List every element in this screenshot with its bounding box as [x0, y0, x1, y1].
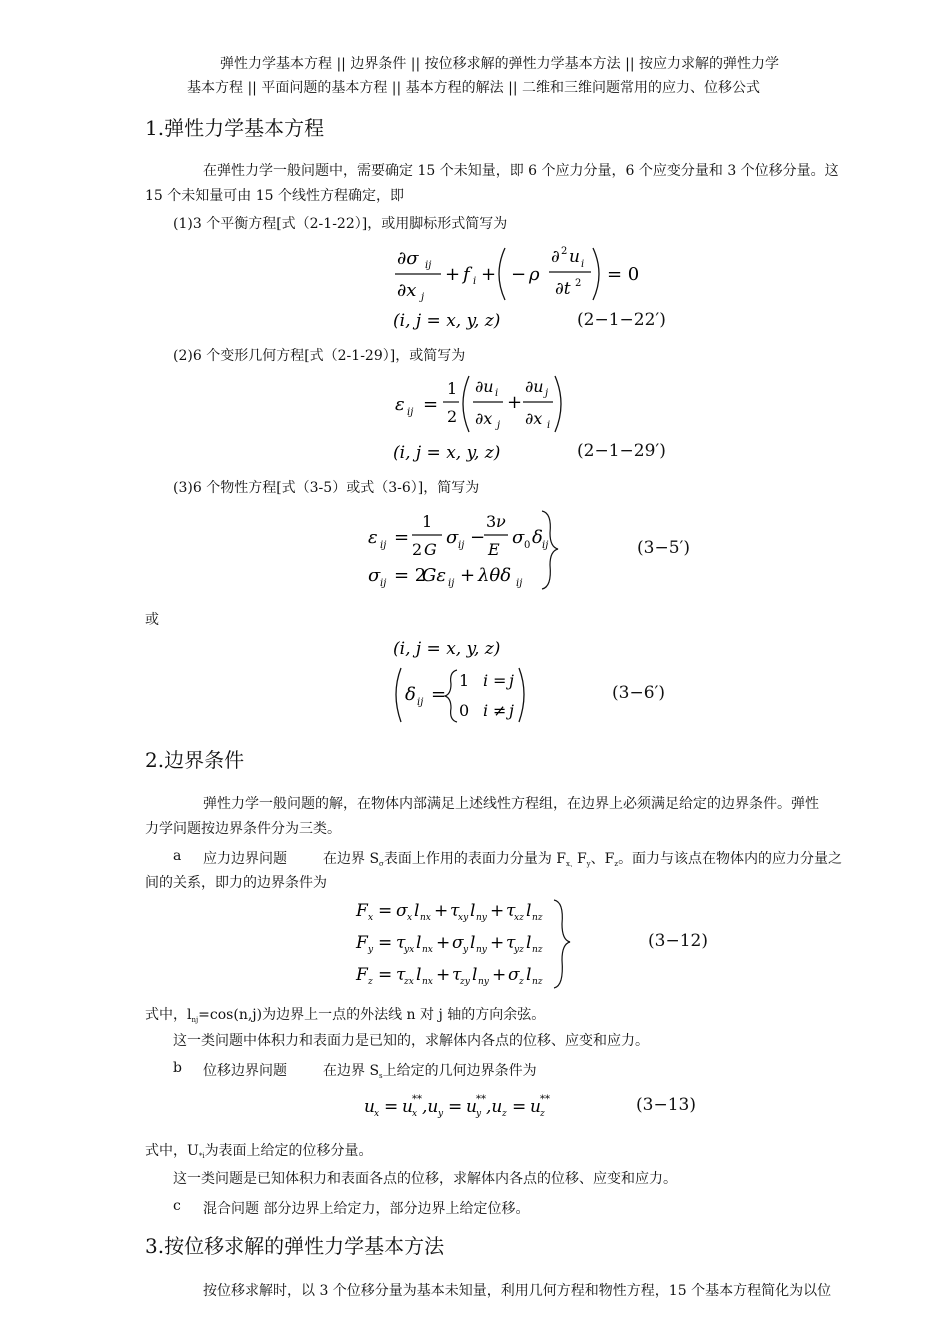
svg-text:= 2: = 2	[394, 565, 427, 586]
svg-text:l: l	[472, 965, 478, 985]
svg-text:i: i	[483, 671, 489, 690]
svg-text:τ: τ	[506, 901, 516, 921]
svg-text:ij: ij	[380, 540, 387, 551]
s1-paragraph-line-1: 在弹性力学一般问题中，需要确定 15 个未知量，即 6 个应力分量，6 个应变分量和 3 个位移分量。这	[203, 163, 839, 179]
svg-text:**: **	[540, 1094, 550, 1105]
svg-text:zy: zy	[460, 977, 470, 987]
svg-text:λθδ: λθδ	[478, 565, 512, 586]
svg-text:i: i	[547, 420, 551, 431]
svg-text:ij: ij	[458, 540, 465, 551]
note-displacement-problem: 这一类问题是已知体积力和表面各点的位移，求解体内各点的位移、应变和应力。	[173, 1171, 677, 1187]
svg-text:z: z	[368, 977, 373, 987]
svg-text:ij: ij	[516, 578, 523, 589]
svg-text:i: i	[495, 388, 499, 399]
svg-text:l: l	[470, 901, 476, 921]
svg-text:+: +	[436, 965, 451, 985]
svg-text:+: +	[460, 565, 476, 586]
svg-text:x: x	[412, 1109, 418, 1119]
svg-text:∂x: ∂x	[475, 409, 493, 428]
svg-text:ny: ny	[476, 945, 487, 955]
displacement-boundary-equation	[358, 1088, 568, 1122]
svg-text:=: =	[512, 1097, 527, 1117]
a-continuation: 间的关系，即力的边界条件为	[145, 875, 327, 891]
svg-text:j: j	[421, 292, 425, 303]
svg-text:z: z	[519, 977, 524, 987]
svg-text:2: 2	[575, 278, 582, 289]
svg-text:l: l	[526, 933, 532, 953]
svg-text:=: =	[394, 527, 410, 548]
equation-number-3-5: (3−5′)	[637, 538, 691, 558]
svg-text:∂: ∂	[551, 247, 560, 267]
svg-text:f: f	[463, 264, 470, 285]
svg-text:=: =	[384, 1097, 399, 1117]
note-displacement-components: 式中，$U_{*i}$为表面上给定的位移分量。	[145, 1143, 373, 1160]
svg-text:σ: σ	[452, 933, 464, 953]
s1-item-2: (2)6 个变形几何方程[式（2-1-29）]，或简写为	[173, 348, 466, 364]
svg-text:= 0: = 0	[607, 264, 640, 285]
svg-text:j: j	[497, 420, 501, 431]
svg-text:(i, j = x, y, z): (i, j = x, y, z)	[393, 311, 501, 331]
svg-text:u: u	[530, 1097, 541, 1117]
svg-text:2: 2	[561, 246, 568, 257]
b-text: 在边界 $S_s$上给定的几何边界条件为	[323, 1063, 537, 1080]
equation-number-2-1-22: (2−1−22′)	[577, 310, 666, 330]
svg-text:Gε: Gε	[422, 565, 447, 586]
svg-text:l: l	[526, 901, 532, 921]
svg-text:l: l	[526, 965, 532, 985]
svg-text:x: x	[407, 913, 413, 923]
svg-text:1: 1	[447, 379, 458, 398]
svg-text:0: 0	[524, 540, 531, 551]
svg-text:l: l	[470, 933, 476, 953]
section-title-1: 1.弹性力学基本方程	[145, 116, 325, 140]
svg-text:ij: ij	[448, 578, 455, 589]
s3-paragraph-line-1: 按位移求解时，以 3 个位移分量为基本未知量，利用几何方程和物性方程，15 个基本方程简化为以位	[203, 1283, 832, 1299]
section-title-3: 3.按位移求解的弹性力学基本方法	[145, 1234, 445, 1258]
svg-text:σ: σ	[446, 527, 459, 548]
svg-text:i: i	[473, 276, 477, 287]
svg-text:∂x: ∂x	[397, 280, 417, 301]
svg-text:x: x	[374, 1109, 380, 1119]
svg-text:**: **	[412, 1094, 422, 1105]
svg-text:ρ: ρ	[529, 264, 540, 285]
svg-text:(i, j = x, y, z): (i, j = x, y, z)	[393, 443, 501, 463]
svg-text:σ: σ	[512, 527, 525, 548]
svg-text:E: E	[488, 540, 500, 559]
svg-text:nz: nz	[532, 977, 543, 987]
s2-paragraph-line-1: 弹性力学一般问题的解，在物体内部满足上述线性方程组，在边界上必须满足给定的边界条件。弹性	[203, 796, 819, 812]
svg-text:ν: ν	[496, 512, 506, 531]
svg-text:ε: ε	[368, 527, 378, 548]
svg-text:i: i	[483, 701, 489, 720]
svg-text:∂u: ∂u	[525, 377, 544, 396]
svg-text:0: 0	[459, 701, 470, 720]
svg-text:+: +	[492, 965, 507, 985]
svg-text:≠: ≠	[493, 701, 507, 720]
svg-text:j: j	[509, 671, 514, 690]
svg-text:nz: nz	[532, 945, 543, 955]
svg-text:,u: ,u	[422, 1097, 439, 1117]
b-label: b	[173, 1060, 182, 1076]
equation-number-3-6: (3−6′)	[612, 683, 666, 703]
equation-number-2-1-29: (2−1−29′)	[577, 441, 666, 461]
svg-text:**: **	[476, 1094, 486, 1105]
svg-text:nx: nx	[420, 913, 431, 923]
nav-line-2[interactable]: 基本方程 || 平面问题的基本方程 || 基本方程的解法 || 二维和三维问题常用的应力、位移公式	[187, 80, 760, 96]
note-stress-problem: 这一类问题中体积力和表面力是已知的，求解体内各点的位移、应变和应力。	[173, 1033, 649, 1049]
svg-text:τ: τ	[396, 965, 406, 985]
or-text: 或	[145, 612, 159, 628]
a-label: a	[173, 848, 182, 864]
svg-text:+: +	[507, 392, 523, 413]
svg-text:+: +	[490, 933, 505, 953]
svg-text:y: y	[368, 945, 374, 955]
svg-text:z: z	[502, 1109, 507, 1119]
svg-text:ij: ij	[542, 540, 549, 551]
c-text: 混合问题 部分边界上给定力，部分边界上给定位移。	[203, 1201, 530, 1217]
svg-text:(i, j = x, y, z): (i, j = x, y, z)	[393, 639, 501, 659]
svg-text:=: =	[448, 1097, 463, 1117]
svg-text:y: y	[463, 945, 469, 955]
svg-text:−: −	[511, 264, 527, 285]
svg-text:=: =	[378, 965, 393, 985]
s2-paragraph-line-2: 力学问题按边界条件分为三类。	[145, 821, 341, 837]
svg-text:u: u	[569, 247, 580, 267]
svg-text:nz: nz	[532, 913, 543, 923]
svg-text:=: =	[423, 394, 439, 415]
geometric-equation	[385, 370, 585, 466]
svg-text:2: 2	[447, 407, 458, 426]
svg-text:τ: τ	[396, 933, 406, 953]
a-text: 在边界 $S_\sigma$表面上作用的表面力分量为 $F_{x、}F_y$、$F_z$。面力与该点在物体内的应力分量之	[323, 851, 843, 868]
svg-text:ij: ij	[407, 407, 414, 418]
svg-text:F: F	[356, 901, 368, 921]
svg-text:1: 1	[459, 671, 470, 690]
svg-text:yx: yx	[404, 945, 415, 955]
svg-text:j: j	[545, 388, 549, 399]
svg-text:xy: xy	[458, 913, 469, 923]
svg-text:l: l	[416, 933, 422, 953]
s1-item-1: (1)3 个平衡方程[式（2-1-22）]，或用脚标形式简写为	[173, 216, 508, 232]
svg-text:u: u	[466, 1097, 477, 1117]
svg-text:∂x: ∂x	[525, 409, 543, 428]
a-title: 应力边界问题	[203, 851, 287, 867]
equation-number-3-13: (3−13)	[636, 1095, 696, 1115]
c-label: c	[173, 1198, 181, 1214]
svg-text:∂t: ∂t	[555, 279, 571, 299]
svg-text:y: y	[476, 1109, 482, 1119]
svg-text:σ: σ	[396, 901, 408, 921]
svg-text:yz: yz	[514, 945, 524, 955]
svg-text:x: x	[368, 913, 374, 923]
svg-text:=: =	[378, 933, 393, 953]
svg-text:ε: ε	[395, 394, 405, 415]
svg-text:=: =	[493, 671, 507, 690]
constitutive-equation	[360, 505, 570, 595]
svg-text:l: l	[414, 901, 420, 921]
svg-text:nx: nx	[422, 977, 433, 987]
svg-text:∂u: ∂u	[475, 377, 494, 396]
nav-line-1[interactable]: 弹性力学基本方程 || 边界条件 || 按位移求解的弹性力学基本方法 || 按应力求解的弹性力学	[220, 56, 779, 72]
svg-text:xz: xz	[514, 913, 524, 923]
svg-text:l: l	[416, 965, 422, 985]
svg-text:ij: ij	[417, 697, 424, 708]
svg-text:j: j	[509, 701, 514, 720]
svg-text:3: 3	[486, 512, 497, 531]
svg-text:1: 1	[422, 512, 433, 531]
svg-text:i: i	[581, 259, 585, 270]
svg-text:z: z	[540, 1109, 545, 1119]
section-title-2: 2.边界条件	[145, 748, 245, 772]
svg-text:=: =	[378, 901, 393, 921]
s1-paragraph-line-2: 15 个未知量可由 15 个线性方程确定，即	[145, 188, 404, 204]
svg-text:,u: ,u	[486, 1097, 503, 1117]
svg-text:+: +	[434, 901, 449, 921]
b-title: 位移边界问题	[203, 1063, 287, 1079]
svg-text:+: +	[481, 264, 497, 285]
svg-text:δ: δ	[532, 527, 543, 548]
svg-text:G: G	[424, 540, 437, 559]
svg-text:y: y	[438, 1109, 444, 1119]
svg-text:u: u	[402, 1097, 413, 1117]
svg-text:2: 2	[412, 540, 423, 559]
svg-text:ny: ny	[476, 913, 487, 923]
kronecker-delta-equation	[385, 632, 555, 728]
svg-text:σ: σ	[368, 565, 381, 586]
s1-item-3: (3)6 个物性方程[式（3-5）或式（3-6）]，简写为	[173, 480, 480, 496]
svg-text:+: +	[436, 933, 451, 953]
stress-boundary-equations	[348, 894, 578, 996]
note-direction-cosine: 式中，$l_{nj}=\cos(n,j)$为边界上一点的外法线 n 对 j 轴的方向余弦。	[145, 1007, 546, 1024]
svg-text:ij: ij	[380, 578, 387, 589]
svg-text:ij: ij	[425, 260, 432, 271]
svg-text:=: =	[431, 684, 447, 705]
svg-text:δ: δ	[405, 684, 416, 705]
svg-text:zx: zx	[404, 977, 414, 987]
svg-text:−: −	[470, 527, 486, 548]
svg-text:F: F	[356, 933, 368, 953]
svg-text:τ: τ	[450, 901, 460, 921]
svg-text:u: u	[364, 1097, 375, 1117]
svg-text:ny: ny	[478, 977, 489, 987]
svg-text:+: +	[445, 264, 461, 285]
svg-text:+: +	[490, 901, 505, 921]
equation-number-3-12: (3−12)	[648, 931, 708, 951]
svg-text:σ: σ	[508, 965, 520, 985]
svg-text:∂σ: ∂σ	[397, 248, 419, 269]
svg-text:F: F	[356, 965, 368, 985]
svg-text:τ: τ	[506, 933, 516, 953]
svg-text:nx: nx	[422, 945, 433, 955]
svg-text:τ: τ	[452, 965, 462, 985]
